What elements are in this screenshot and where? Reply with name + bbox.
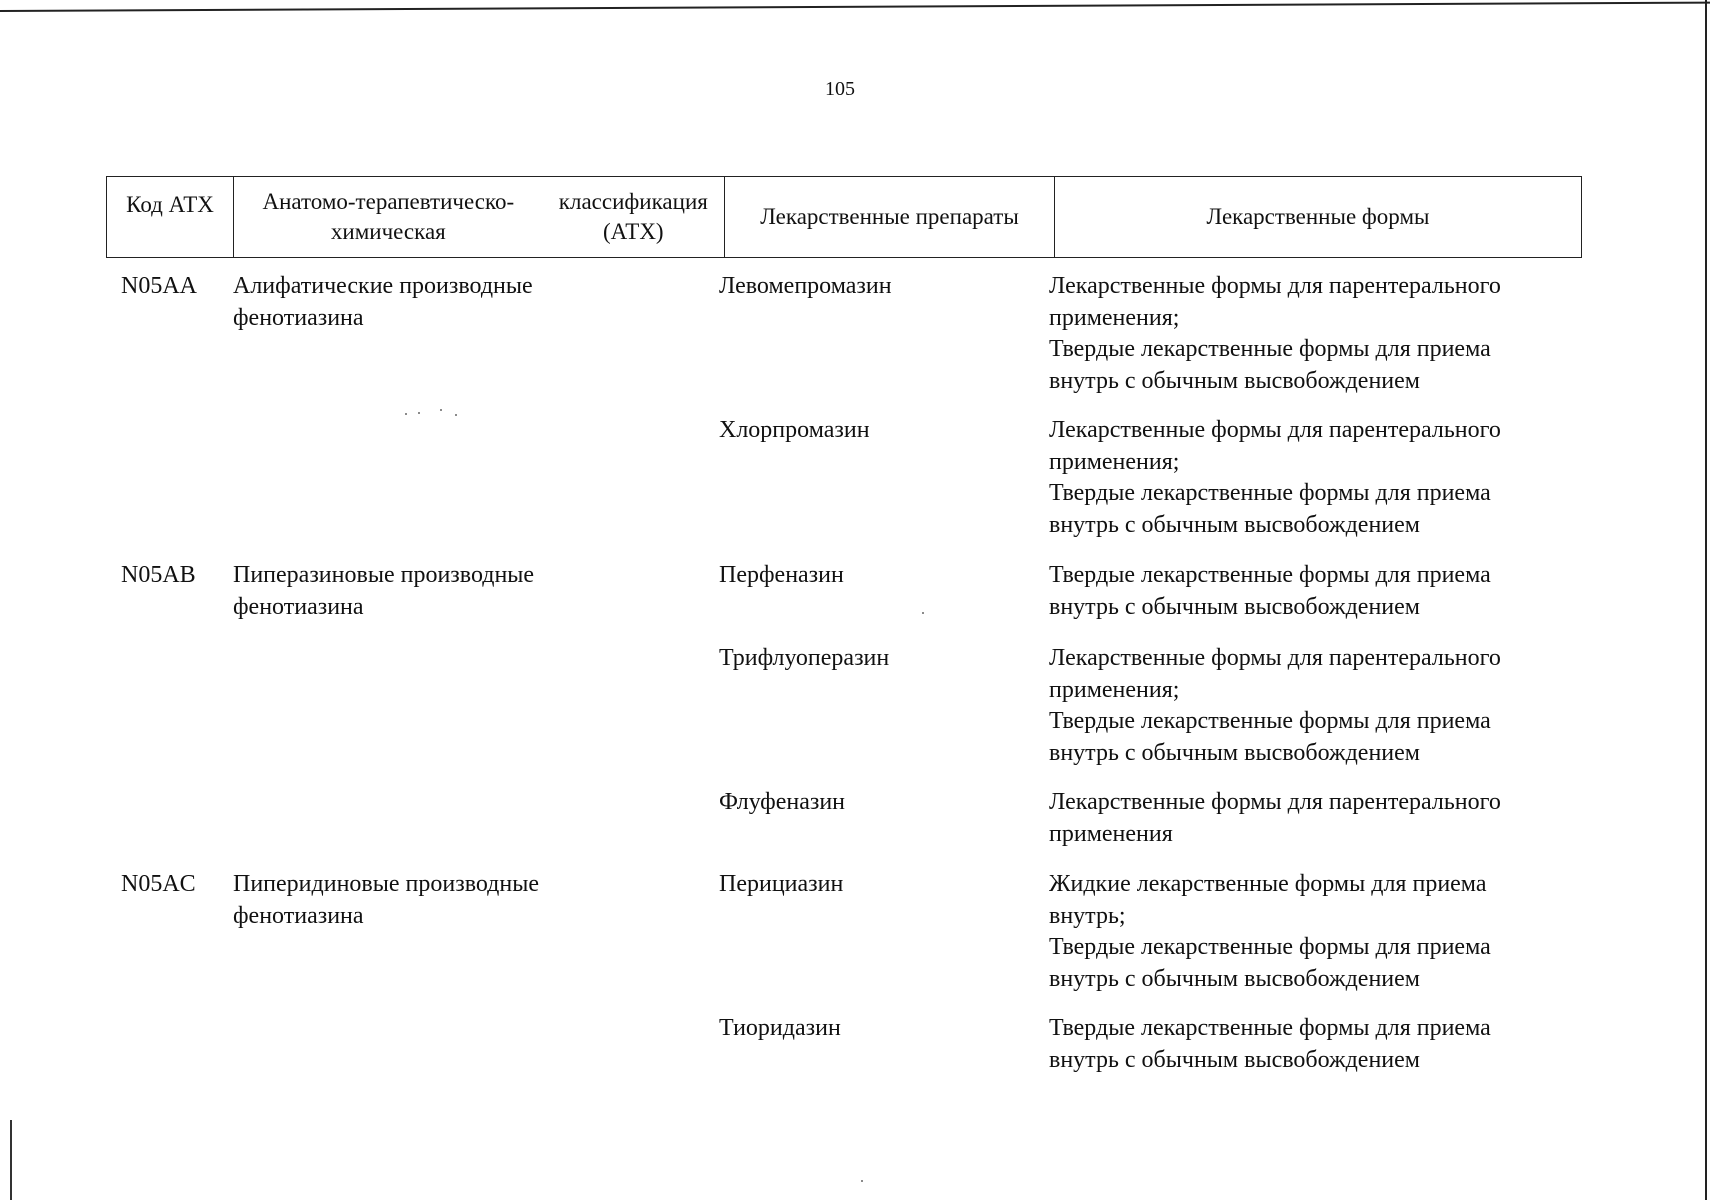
drug-name: Перфеназин (719, 562, 844, 588)
classification-line: фенотиазина (233, 902, 364, 929)
header-atc-code: Код АТХ (126, 192, 214, 217)
header-drugs: Лекарственные препараты (724, 177, 1054, 257)
classification-line: фенотиазина (233, 304, 364, 331)
table-header (106, 176, 1582, 258)
dosage-form-line: Твердые лекарственные формы для приема (1049, 708, 1491, 734)
scan-speck (405, 413, 407, 415)
dosage-form-line: применения (1049, 820, 1173, 847)
scan-speck (440, 409, 442, 411)
scan-speck (861, 1180, 863, 1182)
dosage-form-line: применения; (1049, 304, 1180, 331)
dosage-form-line: Твердые лекарственные формы для приема (1049, 480, 1491, 506)
drug-name: Левомепромазин (719, 273, 892, 299)
header-atc-classification-line: Анатомо-терапевтическо-химическая (262, 189, 515, 244)
dosage-form-line: Твердые лекарственные формы для приема (1049, 934, 1491, 960)
atc-code: N05AC (121, 871, 196, 897)
classification-line: фенотиазина (233, 593, 364, 620)
dosage-form-line: Твердые лекарственные формы для приема (1049, 1015, 1491, 1041)
dosage-form-line: внутрь; (1049, 902, 1126, 929)
dosage-form-line: Лекарственные формы для парентерального (1049, 273, 1501, 299)
dosage-form-line: Твердые лекарственные формы для приема (1049, 336, 1491, 362)
dosage-form-line: Жидкие лекарственные формы для приема (1049, 871, 1487, 897)
dosage-form-line: Твердые лекарственные формы для приема (1049, 562, 1491, 588)
scan-edge-left (10, 1120, 12, 1200)
atc-code: N05AB (121, 562, 196, 588)
dosage-form-line: Лекарственные формы для парентерального (1049, 645, 1501, 671)
header-atc-classification (233, 177, 724, 257)
atc-code: N05AA (121, 273, 197, 299)
dosage-form-line: применения; (1049, 448, 1180, 475)
dosage-form-line: внутрь с обычным высвобождением (1049, 593, 1420, 620)
scan-speck (418, 412, 420, 414)
scan-edge-right (1705, 0, 1707, 1200)
drug-name: Трифлуоперазин (719, 645, 890, 671)
dosage-form-line: применения; (1049, 676, 1180, 703)
scan-edge-top (0, 2, 1710, 12)
header-dosage-forms: Лекарственные формы (1054, 177, 1581, 257)
dosage-form-line: внутрь с обычным высвобождением (1049, 511, 1420, 538)
drug-name: Перициазин (719, 871, 844, 897)
scan-speck (922, 612, 924, 614)
scan-speck (455, 414, 457, 416)
drug-name: Тиоридазин (719, 1015, 841, 1041)
dosage-form-line: внутрь с обычным высвобождением (1049, 739, 1420, 766)
dosage-form-line: внутрь с обычным высвобождением (1049, 367, 1420, 394)
dosage-form-line: внутрь с обычным высвобождением (1049, 1046, 1420, 1073)
classification-line: Пиперидиновые производные (233, 871, 539, 897)
drug-name: Хлорпромазин (719, 417, 870, 443)
drug-name: Флуфеназин (719, 789, 846, 815)
page-number: 105 (825, 78, 855, 100)
dosage-form-line: внутрь с обычным высвобождением (1049, 965, 1420, 992)
header-atc-classification-line: классификация (АТХ) (558, 189, 708, 244)
classification-line: Пиперазиновые производные (233, 562, 535, 588)
dosage-form-line: Лекарственные формы для парентерального (1049, 417, 1501, 443)
dosage-form-line: Лекарственные формы для парентерального (1049, 789, 1501, 815)
classification-line: Алифатические производные (233, 273, 533, 299)
